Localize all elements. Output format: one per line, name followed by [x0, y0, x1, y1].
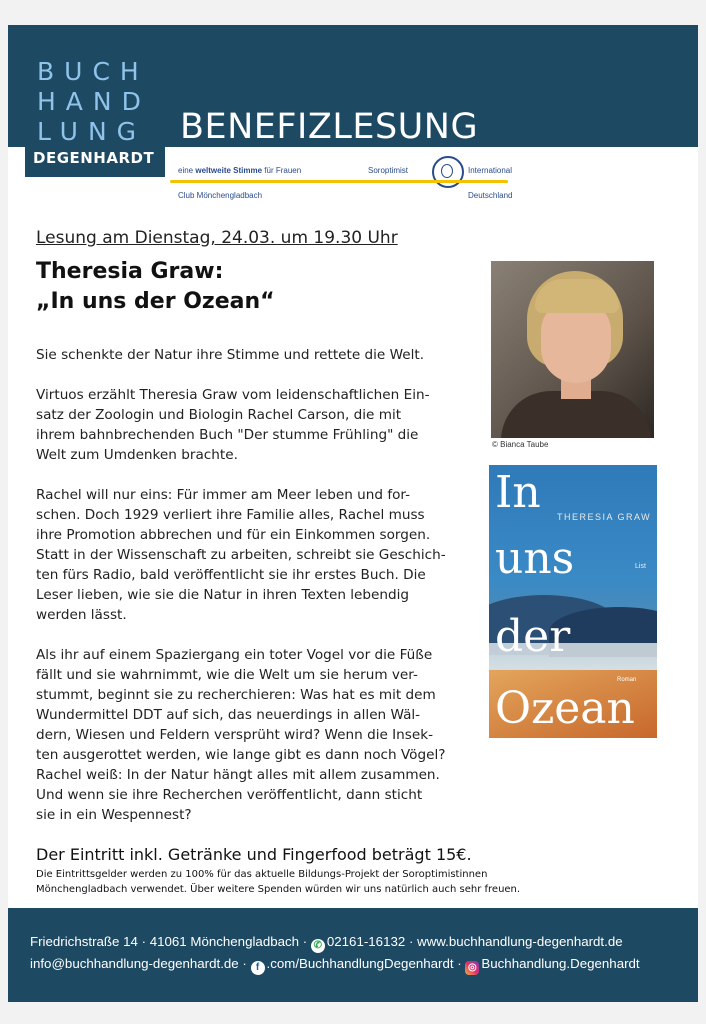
book-cover-word: Ozean: [495, 683, 635, 734]
book-cover: [489, 465, 657, 738]
paragraph: Als ihr auf einem Spaziergang ein toter Vogel vor die Füße fällt und sie wahrnimmt, wie die Welt um sie herum ver- stummt, beginnt sie zu recherchieren: Was hat es mit dem Wundermittel DDT auf sich, das neuerdings in allen Wäl- dern, Wiesen und Feldern versprüht wird? Wenn die Insek- ten ausgerottet werden, wie lange gibt es dann noch Vögel? Rachel weiß: In der Natur hängt alles mit allem zusammen. Und wenn sie ihre Recherchen veröffentlicht, dann sticht sie in ein Wespennest?: [36, 647, 446, 823]
event-description: [36, 345, 476, 845]
footer-phone[interactable]: 02161-16132: [326, 934, 406, 949]
soroptimist-emblem-icon: [432, 156, 464, 188]
flyer-sheet: [8, 25, 698, 1002]
book-cover-word: der: [495, 611, 571, 662]
soroptimist-org: Soroptimist: [368, 166, 409, 175]
page-title: BENEFIZLESUNG: [180, 107, 479, 147]
book-cover-word: In: [495, 467, 541, 518]
footer-instagram[interactable]: Buchhandlung.Degenhardt: [481, 956, 640, 971]
instagram-icon: ◎: [465, 961, 479, 975]
photo-credit: © Bianca Taube: [492, 440, 549, 449]
paragraph: Sie schenkte der Natur ihre Stimme und rettete die Welt.: [36, 347, 425, 363]
soroptimist-tagline: eine weltweite Stimme für Frauen: [178, 166, 302, 175]
footer-email[interactable]: info@buchhandlung-degenhardt.de ·: [30, 956, 247, 971]
event-date: Lesung am Dienstag, 24.03. um 19.30 Uhr: [36, 228, 398, 248]
admission-price: Der Eintritt inkl. Getränke und Fingerfood beträgt 15€.: [36, 845, 472, 864]
footer-band: [8, 908, 698, 1002]
footer-facebook[interactable]: .com/BuchhandlungDegenhardt: [266, 956, 454, 971]
book-cover-word: uns: [495, 533, 575, 584]
donation-note: Die Eintrittsgelder werden zu 100% für das aktuelle Bildungs-Projekt der Soroptimistinnen Mönchengladbach verwendet. Über weitere Spenden würden wir uns natürlich auch sehr freuen.: [36, 869, 521, 895]
paragraph: Rachel will nur eins: Für immer am Meer leben und for- schen. Doch 1929 verliert ihre Familie alles, Rachel muss ihre Promotion abbrechen und für ein Einkommen sorgen. Statt in der Wissenschaft zu arbeiten, schreibt sie Geschich- ten fürs Radio, bald veröffentlicht sie ihr erstes Buch. Die Leser lieben, wie sie die Natur in ihren Texten lebendig werden lässt.: [36, 487, 446, 623]
soroptimist-logo: [170, 153, 513, 208]
bookstore-logo: [25, 45, 165, 177]
footer-website[interactable]: · www.buchhandlung-degenhardt.de: [408, 934, 623, 949]
logo-line-lung: LUNG: [37, 117, 147, 146]
soroptimist-divider: [170, 180, 508, 183]
logo-name: DEGENHARDT: [33, 149, 155, 167]
paragraph: Virtuos erzählt Theresia Graw vom leidenschaftlichen Ein- satz der Zoologin und Biologin Rachel Carson, die mit ihrem bahnbrechenden Buch "Der stumme Frühling" die Welt zum Umdenken brachte.: [36, 387, 430, 463]
book-cover-publisher: List: [635, 563, 646, 570]
event-title: [36, 257, 275, 317]
footer-address: Friedrichstraße 14 · 41061 Mönchengladbach ·: [30, 934, 308, 949]
book-cover-genre: Roman: [617, 677, 637, 683]
event-title-author: Theresia Graw:: [36, 259, 224, 284]
soroptimist-country: Deutschland: [468, 191, 513, 200]
footer-line-2: [30, 956, 640, 975]
author-photo: [491, 261, 654, 438]
whatsapp-icon: ✆: [311, 939, 325, 953]
soroptimist-club: Club Mönchengladbach: [178, 191, 263, 200]
event-title-book: „In uns der Ozean“: [36, 289, 275, 314]
soroptimist-international: International: [468, 166, 513, 175]
facebook-icon: f: [251, 961, 265, 975]
book-cover-author: THERESIA GRAW: [557, 512, 652, 522]
footer-separator: ·: [457, 956, 462, 971]
footer-line-1: [30, 934, 623, 953]
logo-line-buch: BUCH: [37, 57, 149, 86]
logo-line-hand: HAND: [37, 87, 151, 116]
